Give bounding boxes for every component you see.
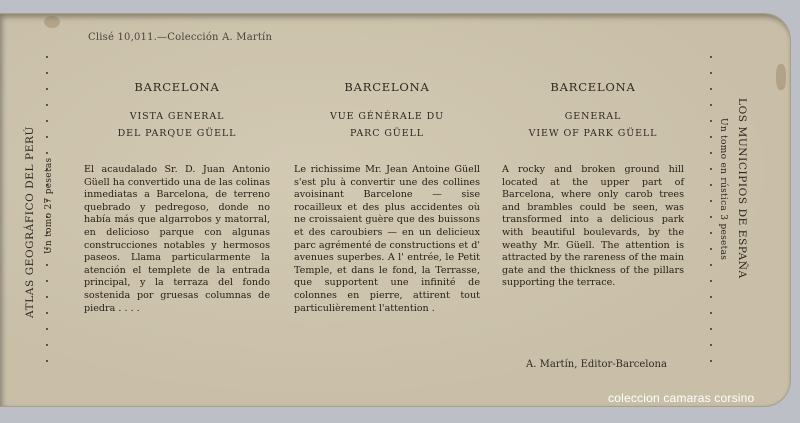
vertical-atlas-price: Un tomo 27 pesetas [44,157,54,254]
clise-label: Clisé 10,011.—Colección A. Martín [88,32,273,43]
paragraph: El acaudalado Sr. D. Juan Antonio Güell ha convertido una de las colinas inmediatas a Barcelona, de terreno quebrado y pedregoso, donde no había más que algarrobos y matorral, en delicioso parque con algunas construcciones notables y hermosos paseos. Llama particularmente la atención el templete de la entrada principal, y la terraza del fondo sostenida por gruesas columnas de piedra . . . . [84,164,270,314]
subtitle-line-2: DEL PARQUE GÜELL [117,128,237,139]
stereo-card-back [0,14,790,406]
column-spanish [84,80,270,315]
dotted-border-right [710,56,713,376]
paragraph: A rocky and broken ground hill located at the upper part of Barcelona, where only carob trees and brambles could be seen, was transformed into a delicious park with beautiful boulevards, by the weathy Mr. Güell. The attention is attracted by the rareness of the main gate and the thickness of the pillars supporting the terrace. [502,164,684,289]
column-french [294,80,480,315]
editor-credit: A. Martín, Editor-Barcelona [526,359,667,370]
vertical-municipios-price: Un tomo en rústica 3 pesetas [718,118,728,261]
description-text [502,164,684,290]
city-title: BARCELONA [344,80,430,94]
paragraph: Le richissime Mr. Jean Antoine Güell s'est plu à convertir une des collines avoisinant Barcelone — sise rocailleux et des plus accidentes où ne croissaient guère que des buissons et des caroubiers — en un delicieux parc agrémenté de constructions et d' avenues superbes. A l' entrée, le Petit Temple, et dans le fond, la Terrasse, que supportent une infinité de colonnes en pierre, attirent tout particulièrement l'attention . [294,164,480,314]
subtitle-line-1: VUE GÉNÉRALE DU [330,111,444,122]
subtitle-line-1: GENERAL [564,111,622,122]
description-text [294,164,480,315]
city-title: BARCELONA [134,80,220,94]
stain-mark [776,64,786,90]
subtitle-line-2: PARC GÜELL [350,128,424,139]
subtitle-line-1: VISTA GENERAL [129,111,225,122]
watermark-text: coleccion camaras corsino [608,391,755,405]
vertical-atlas-title: ATLAS GEOGRÁFICO DEL PERÚ [24,126,36,318]
subtitle-line-2: VIEW OF PARK GÜELL [528,128,658,139]
description-text [84,164,270,315]
vertical-municipios-title: LOS MUNICIPIOS DE ESPAÑA [736,98,748,279]
column-english [502,80,684,290]
city-title: BARCELONA [550,80,636,94]
stain-mark [44,16,60,28]
